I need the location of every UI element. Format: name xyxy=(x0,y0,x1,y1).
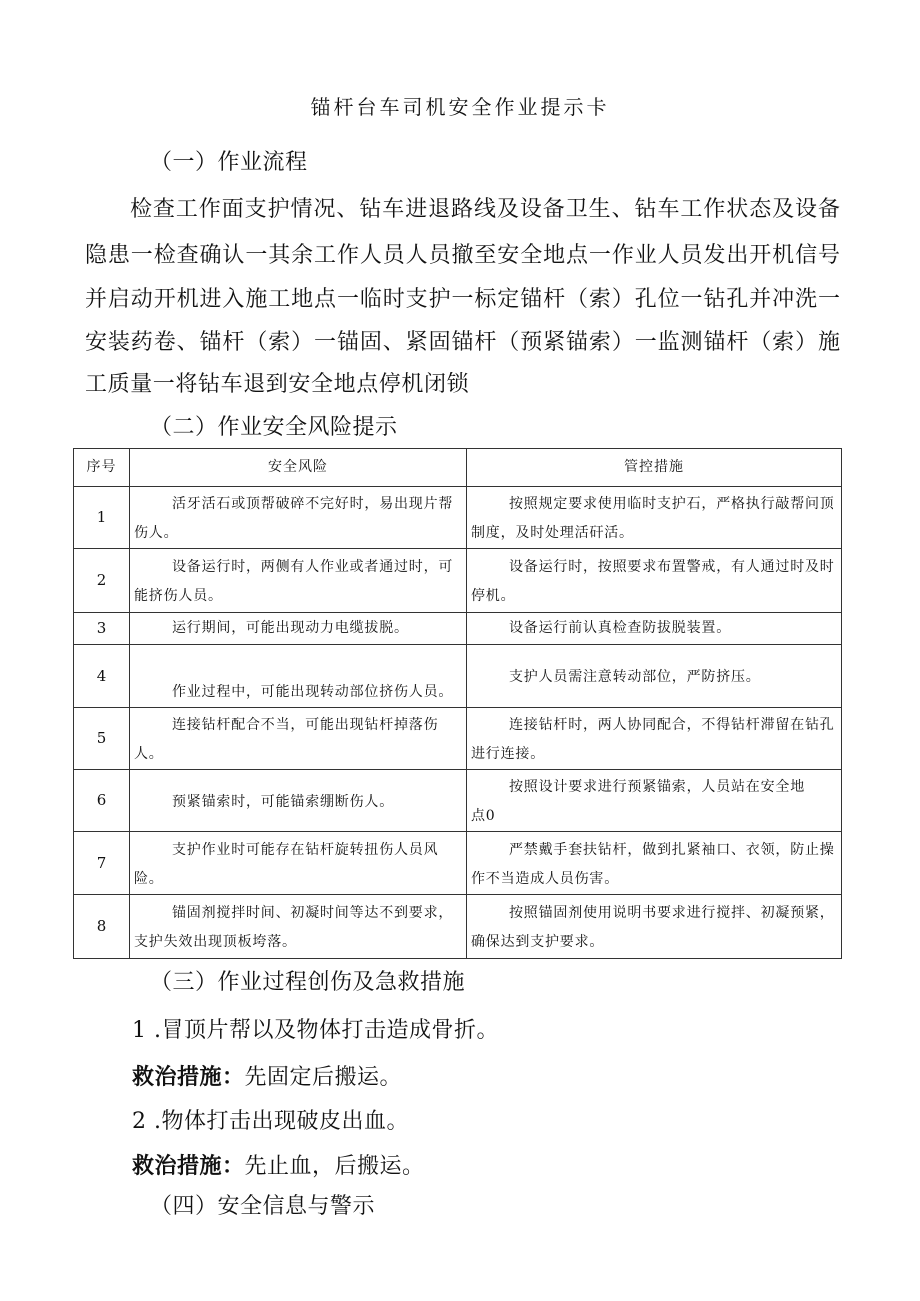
table-row xyxy=(74,895,842,959)
workflow-line: 安装药卷、锚杆（索）一锚固、紧固锚杆（预紧锚索）一监测锚杆（索）施 xyxy=(85,330,840,355)
risk-cell xyxy=(130,832,467,895)
table-row xyxy=(74,832,842,895)
risk-text: 预紧锚索时，可能锚索绷断伤人。 xyxy=(172,793,394,810)
control-text: 作不当造成人员伤害。 xyxy=(471,870,619,887)
treatment-text: 先固定后搬运。 xyxy=(244,1065,403,1090)
row-number: 3 xyxy=(74,613,130,645)
risk-cell xyxy=(130,645,467,708)
control-cell xyxy=(467,832,842,895)
control-cell xyxy=(467,708,842,770)
risk-table xyxy=(73,448,842,959)
workflow-line: 工质量一将钻车退到安全地点停机闭锁 xyxy=(85,372,470,397)
header-control: 管控措施 xyxy=(467,449,842,487)
header-risk: 安全风险 xyxy=(130,449,467,487)
risk-cell xyxy=(130,895,467,959)
control-text: 制度，及时处理活矸活。 xyxy=(471,525,634,541)
risk-cell xyxy=(130,613,467,645)
workflow-line: 并启动开机进入施工地点一临时支护一标定锚杆（索）孔位一钻孔并冲洗一 xyxy=(85,287,840,312)
table-row xyxy=(74,770,842,832)
control-cell xyxy=(467,549,842,613)
risk-text: 作业过程中，可能出现转动部位挤伤人员。 xyxy=(172,684,454,700)
table-row xyxy=(74,549,842,613)
section-heading-risks: （二）作业安全风险提示 xyxy=(150,415,398,440)
table-row xyxy=(74,708,842,770)
control-cell xyxy=(467,770,842,832)
section-heading-warnings: （四）安全信息与警示 xyxy=(150,1194,376,1219)
injury-item: 2 .物体打击出现破皮出血。 xyxy=(132,1109,409,1134)
control-text: 点0 xyxy=(471,808,496,824)
workflow-line: 隐患一检查确认一其余工作人员人员撤至安全地点一作业人员发出开机信号 xyxy=(85,243,840,268)
control-text: 确保达到支护要求。 xyxy=(471,934,605,950)
control-text: 支护人员需注意转动部位，严防挤压。 xyxy=(509,669,761,685)
row-number: 8 xyxy=(74,895,130,959)
control-text: 设备运行前认真检查防拔脱装置。 xyxy=(509,620,731,636)
risk-text: 支护失效出现顶板垮落。 xyxy=(134,934,297,950)
control-text: 严禁戴手套扶钻杆，做到扎紧袖口、衣领，防止操 xyxy=(509,841,835,858)
risk-text: 人。 xyxy=(134,746,164,762)
table-header-row xyxy=(74,449,842,487)
treatment-line xyxy=(132,1153,425,1180)
injury-item: 1 .冒顶片帮以及物体打击造成骨折。 xyxy=(132,1018,499,1043)
row-number: 5 xyxy=(74,708,130,770)
control-text: 按照设计要求进行预紧锚索，人员站在安全地 xyxy=(509,779,805,795)
section-heading-first-aid: （三）作业过程创伤及急救措施 xyxy=(150,970,466,995)
risk-text: 伤人。 xyxy=(134,525,179,541)
row-number: 2 xyxy=(74,549,130,613)
control-cell xyxy=(467,645,842,708)
table-row xyxy=(74,645,842,708)
risk-text: 险。 xyxy=(134,870,164,887)
risk-text: 能挤伤人员。 xyxy=(134,588,223,604)
risk-text: 设备运行时，两侧有人作业或者通过时，可 xyxy=(172,559,454,575)
table-row xyxy=(74,487,842,549)
control-cell xyxy=(467,895,842,959)
header-number: 序号 xyxy=(74,449,130,487)
risk-text: 锚固剂搅拌时间、初凝时间等达不到要求， xyxy=(172,905,454,921)
risk-cell xyxy=(130,770,467,832)
treatment-text: 先止血，后搬运。 xyxy=(244,1154,425,1179)
row-number: 1 xyxy=(74,487,130,549)
risk-cell xyxy=(130,708,467,770)
row-number: 6 xyxy=(74,770,130,832)
risk-text: 连接钻杆配合不当，可能出现钻杆掉落伤 xyxy=(172,717,439,733)
treatment-label: 救治措施： xyxy=(132,1153,245,1179)
risk-text: 运行期间，可能出现动力电缆拔脱。 xyxy=(172,620,409,636)
workflow-line: 检查工作面支护情况、钻车进退路线及设备卫生、钻车工作状态及设备 xyxy=(130,197,840,222)
control-text: 进行连接。 xyxy=(471,746,545,762)
control-text: 按照规定要求使用临时支护石，严格执行敲帮问顶 xyxy=(509,496,835,512)
section-heading-workflow: （一）作业流程 xyxy=(150,150,308,175)
risk-text: 活牙活石或顶帮破碎不完好时，易出现片帮 xyxy=(172,496,454,512)
treatment-label: 救治措施： xyxy=(132,1064,245,1090)
risk-cell xyxy=(130,549,467,613)
control-text: 停机。 xyxy=(471,588,516,604)
control-cell xyxy=(467,487,842,549)
table-row xyxy=(74,613,842,645)
row-number: 4 xyxy=(74,645,130,708)
risk-text: 支护作业时可能存在钻杆旋转扭伤人员风 xyxy=(172,841,439,858)
treatment-line xyxy=(132,1064,402,1091)
control-text: 连接钻杆时，两人协同配合，不得钻杆滞留在钻孔 xyxy=(509,717,835,733)
page-title: 锚杆台车司机安全作业提示卡 xyxy=(310,95,610,119)
risk-cell xyxy=(130,487,467,549)
control-text: 按照锚固剂使用说明书要求进行搅拌、初凝预紧， xyxy=(509,905,835,921)
control-text: 设备运行时，按照要求布置警戒，有人通过时及时 xyxy=(509,559,835,575)
control-cell xyxy=(467,613,842,645)
row-number: 7 xyxy=(74,832,130,895)
